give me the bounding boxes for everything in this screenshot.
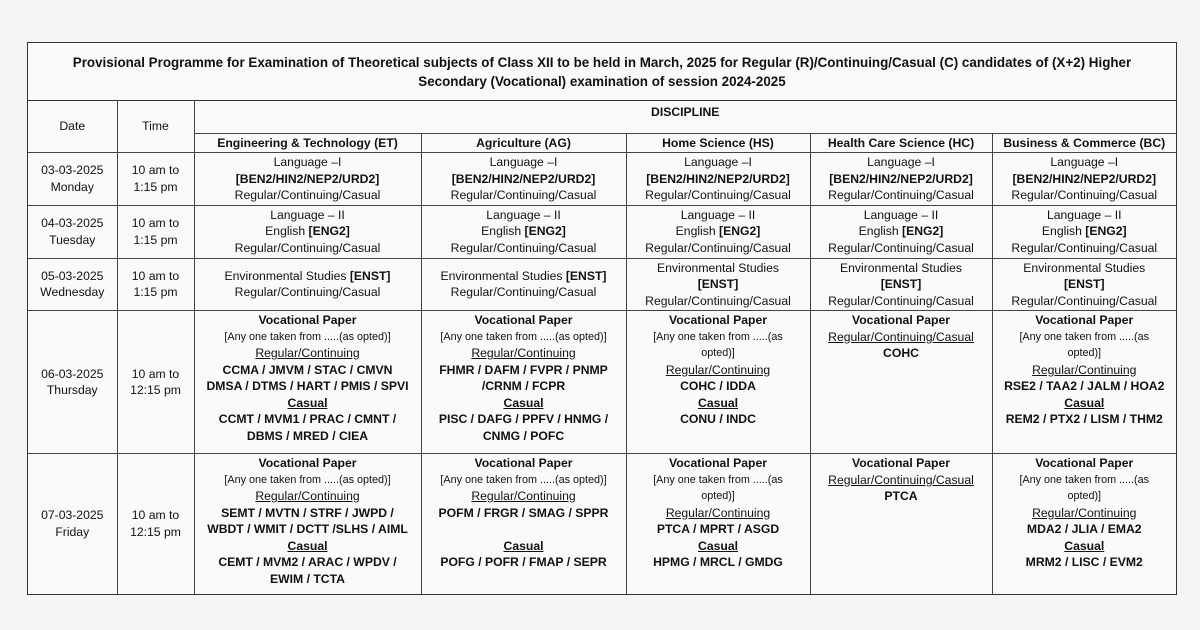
subject-line: English [ENG2]	[675, 224, 761, 239]
subject-line: Regular/Continuing/Casual	[828, 329, 974, 344]
subject-line: CEMT / MVM2 / ARAC / WPDV /	[218, 555, 397, 569]
schedule-row	[28, 258, 1176, 311]
subject-line: Language –I	[684, 155, 752, 169]
subject-line: [Any one taken from .....(as	[1019, 473, 1150, 486]
subject-line: Casual	[287, 395, 328, 410]
subject-line: [ENST]	[697, 277, 739, 291]
time-cell	[117, 258, 194, 311]
subject-cell-hc	[810, 311, 992, 454]
subject-line: Vocational Paper	[852, 456, 950, 470]
subject-cell-hc	[810, 258, 992, 311]
exam-time: 12:15 pm	[130, 524, 181, 539]
date-cell	[28, 153, 117, 206]
subject-line: Regular/Continuing/Casual	[828, 240, 974, 255]
subject-line: opted)]	[1067, 490, 1102, 502]
subject-cell-bc	[992, 205, 1176, 258]
exam-time: 10 am to	[131, 508, 180, 523]
subject-line: Language – II	[1046, 207, 1122, 222]
schedule-row	[28, 311, 1176, 454]
subject-cell-hs	[626, 454, 810, 594]
subject-line: [Any one taken from .....(as opted)]	[224, 473, 391, 486]
exam-schedule-sheet	[27, 42, 1177, 595]
subject-line: Vocational Paper	[258, 313, 357, 327]
subject-cell-hc	[810, 205, 992, 258]
subject-line: Regular/Continuing/Casual	[450, 285, 597, 300]
exam-date: 03-03-2025	[41, 163, 104, 178]
col-header-bc: Business & Commerce (BC)	[992, 133, 1176, 153]
subject-line: REM2 / PTX2 / LISM / THM2	[1005, 412, 1163, 426]
exam-date: 06-03-2025	[41, 366, 104, 381]
subject-line: opted)]	[701, 490, 735, 502]
subject-line: SEMT / MVTN / STRF / JWPD /	[221, 505, 394, 520]
schedule-table	[28, 101, 1176, 594]
exam-time: 10 am to	[131, 268, 180, 283]
subject-line: Regular/Continuing/Casual	[645, 240, 791, 255]
subject-line: [Any one taken from .....(as	[1019, 330, 1150, 343]
subject-line: COHC	[883, 346, 919, 360]
subject-cell-ag	[421, 258, 626, 311]
date-cell	[28, 311, 117, 454]
schedule-row	[28, 454, 1176, 594]
subject-line: Regular/Continuing	[1032, 505, 1137, 520]
subject-line: [Any one taken from .....(as	[653, 473, 783, 486]
subject-line: WBDT / WMIT / DCTT /SLHS / AIML	[207, 522, 408, 536]
exam-time: 1:15 pm	[133, 285, 178, 300]
subject-line: Casual	[698, 538, 738, 553]
time-cell	[117, 153, 194, 206]
subject-line: Casual	[1064, 538, 1105, 553]
exam-day: Friday	[55, 524, 90, 539]
col-header-discipline: DISCIPLINE	[194, 101, 1176, 133]
subject-line: Language – II	[486, 207, 561, 222]
subject-line: Regular/Continuing/Casual	[450, 188, 597, 202]
date-cell	[28, 205, 117, 258]
subject-line: Regular/Continuing	[255, 346, 360, 360]
subject-line: Regular/Continuing	[665, 505, 771, 520]
subject-line: CCMT / MVM1 / PRAC / CMNT /	[218, 412, 397, 426]
subject-line: [BEN2/HIN2/NEP2/URD2]	[829, 171, 973, 186]
subject-line: PISC / DAFG / PPFV / HNMG /	[438, 412, 609, 426]
subject-cell-bc	[992, 311, 1176, 454]
subject-line: Casual	[1064, 395, 1105, 410]
subject-line: Language – II	[680, 207, 756, 222]
col-header-hs: Home Science (HS)	[626, 133, 810, 153]
subject-cell-et	[194, 454, 421, 594]
subject-line: Regular/Continuing/Casual	[828, 188, 974, 202]
subject-line: Vocational Paper	[1035, 456, 1134, 470]
subject-cell-hc	[810, 153, 992, 206]
subject-line: [BEN2/HIN2/NEP2/URD2]	[451, 171, 596, 186]
subject-cell-hs	[626, 205, 810, 258]
schedule-body	[28, 153, 1176, 594]
subject-cell-ag	[421, 311, 626, 454]
subject-line: Regular/Continuing/Casual	[234, 188, 381, 202]
subject-line: English [ENG2]	[858, 224, 944, 239]
subject-line: FHMR / DAFM / FVPR / PNMP	[439, 362, 608, 377]
subject-line: MRM2 / LISC / EVM2	[1025, 555, 1143, 569]
exam-time: 10 am to	[131, 163, 180, 178]
subject-line: English [ENG2]	[481, 224, 566, 239]
col-header-et: Engineering & Technology (ET)	[194, 133, 421, 153]
subject-line: Vocational Paper	[669, 456, 767, 470]
subject-line: English [ENG2]	[265, 224, 350, 239]
subject-line: Regular/Continuing/Casual	[1011, 293, 1158, 308]
subject-line: Regular/Continuing/Casual	[1011, 240, 1158, 255]
subject-line: Regular/Continuing/Casual	[234, 285, 381, 300]
exam-time: 10 am to	[131, 216, 180, 230]
subject-line: Regular/Continuing	[255, 489, 360, 503]
subject-line: Environmental Studies	[1023, 260, 1146, 275]
schedule-row	[28, 205, 1176, 258]
subject-line: Vocational Paper	[1035, 313, 1134, 327]
exam-date: 05-03-2025	[41, 268, 104, 283]
subject-line: Environmental Studies	[657, 260, 779, 275]
subject-line: [Any one taken from .....(as	[653, 330, 783, 343]
date-cell	[28, 258, 117, 311]
subject-line: Casual	[503, 538, 544, 553]
exam-day: Wednesday	[40, 285, 105, 300]
subject-line: PTCA / MPRT / ASGD	[656, 522, 780, 536]
subject-line: COHC / IDDA	[680, 379, 756, 393]
subject-line: /CRNM / FCPR	[481, 379, 566, 393]
page-title: Provisional Programme for Examination of Theoretical subjects of Class XII to be held in March, 2025 for Regular (R)/Continuing/Casual (C) candidates of (X+2) Higher Secondary (Vocational) examination of session 2024-2025	[28, 43, 1176, 101]
exam-day: Tuesday	[49, 232, 96, 247]
subject-line: Casual	[503, 395, 544, 410]
subject-line: Vocational Paper	[669, 313, 767, 327]
subject-cell-ag	[421, 153, 626, 206]
exam-time: 10 am to	[131, 366, 180, 381]
subject-line: Environmental Studies	[840, 260, 962, 275]
exam-time: 1:15 pm	[133, 179, 178, 194]
subject-line: Language – II	[270, 207, 345, 222]
subject-line: English [ENG2]	[1041, 224, 1127, 239]
subject-cell-hc	[810, 454, 992, 594]
subject-line: Environmental Studies [ENST]	[440, 268, 607, 283]
subject-line: Language –I	[1050, 155, 1119, 169]
subject-line: Language –I	[489, 155, 558, 169]
subject-line: Casual	[698, 395, 738, 410]
subject-line: [Any one taken from .....(as opted)]	[440, 473, 607, 486]
subject-cell-hs	[626, 153, 810, 206]
subject-line: Regular/Continuing	[665, 362, 771, 377]
col-header-ag: Agriculture (AG)	[421, 133, 626, 153]
exam-time: 12:15 pm	[130, 383, 181, 397]
subject-line: opted)]	[701, 347, 735, 359]
subject-line: CNMG / POFC	[482, 428, 565, 443]
subject-line: HPMG / MRCL / GMDG	[653, 555, 783, 569]
subject-line: [ENST]	[880, 277, 922, 291]
subject-line: Language –I	[867, 155, 935, 169]
subject-line: Language –I	[273, 155, 342, 169]
col-header-time: Time	[117, 101, 194, 153]
subject-line: Environmental Studies [ENST]	[224, 268, 391, 283]
exam-time: 1:15 pm	[133, 232, 178, 247]
subject-cell-bc	[992, 258, 1176, 311]
date-cell	[28, 454, 117, 594]
subject-line: DBMS / MRED / CIEA	[246, 428, 369, 443]
subject-line: POFM / FRGR / SMAG / SPPR	[438, 505, 609, 520]
subject-line: [BEN2/HIN2/NEP2/URD2]	[235, 171, 380, 186]
col-header-date: Date	[28, 101, 117, 153]
subject-line: MDA2 / JLIA / EMA2	[1026, 522, 1142, 536]
subject-line: PTCA	[884, 489, 918, 503]
subject-line: Regular/Continuing/Casual	[645, 293, 791, 308]
subject-line: [Any one taken from .....(as opted)]	[440, 330, 607, 343]
exam-day: Thursday	[46, 383, 98, 397]
exam-date: 07-03-2025	[41, 508, 104, 523]
subject-line: Vocational Paper	[474, 456, 573, 470]
subject-cell-hs	[626, 258, 810, 311]
subject-line: Regular/Continuing	[1032, 362, 1137, 377]
subject-line: Regular/Continuing/Casual	[1011, 188, 1158, 202]
subject-line: EWIM / TCTA	[270, 571, 345, 586]
subject-line: Casual	[287, 538, 328, 553]
subject-line: Vocational Paper	[474, 313, 573, 327]
subject-line: [Any one taken from .....(as opted)]	[224, 330, 391, 343]
subject-line: Language – II	[863, 207, 939, 222]
subject-line: Regular/Continuing/Casual	[645, 188, 791, 202]
subject-line: Vocational Paper	[258, 456, 357, 470]
col-header-hc: Health Care Science (HC)	[810, 133, 992, 153]
subject-cell-bc	[992, 454, 1176, 594]
subject-line: Regular/Continuing/Casual	[234, 240, 381, 255]
subject-cell-ag	[421, 454, 626, 594]
subject-line: Regular/Continuing	[471, 489, 576, 503]
subject-line: CCMA / JMVM / STAC / CMVN	[222, 362, 393, 377]
subject-line: [ENST]	[1063, 277, 1105, 291]
subject-line: [BEN2/HIN2/NEP2/URD2]	[646, 171, 790, 186]
subject-line: CONU / INDC	[680, 412, 756, 426]
subject-line: Regular/Continuing/Casual	[828, 472, 974, 487]
exam-date: 04-03-2025	[41, 216, 104, 230]
subject-line: Vocational Paper	[852, 313, 950, 327]
subject-line: Regular/Continuing	[471, 346, 576, 360]
time-cell	[117, 454, 194, 594]
subject-cell-et	[194, 311, 421, 454]
subject-line: Regular/Continuing/Casual	[450, 240, 597, 255]
subject-line: DMSA / DTMS / HART / PMIS / SPVI	[206, 379, 409, 393]
subject-line: POFG / POFR / FMAP / SEPR	[440, 555, 607, 569]
subject-cell-bc	[992, 153, 1176, 206]
time-cell	[117, 205, 194, 258]
subject-line: Regular/Continuing/Casual	[828, 293, 974, 308]
subject-line: [BEN2/HIN2/NEP2/URD2]	[1012, 171, 1157, 186]
subject-cell-hs	[626, 311, 810, 454]
subject-cell-et	[194, 205, 421, 258]
time-cell	[117, 311, 194, 454]
subject-cell-et	[194, 153, 421, 206]
schedule-row	[28, 153, 1176, 206]
subject-line: RSE2 / TAA2 / JALM / HOA2	[1004, 379, 1165, 393]
subject-line	[424, 521, 624, 538]
subject-cell-et	[194, 258, 421, 311]
subject-line: opted)]	[1067, 347, 1102, 359]
exam-day: Monday	[50, 179, 94, 194]
subject-cell-ag	[421, 205, 626, 258]
